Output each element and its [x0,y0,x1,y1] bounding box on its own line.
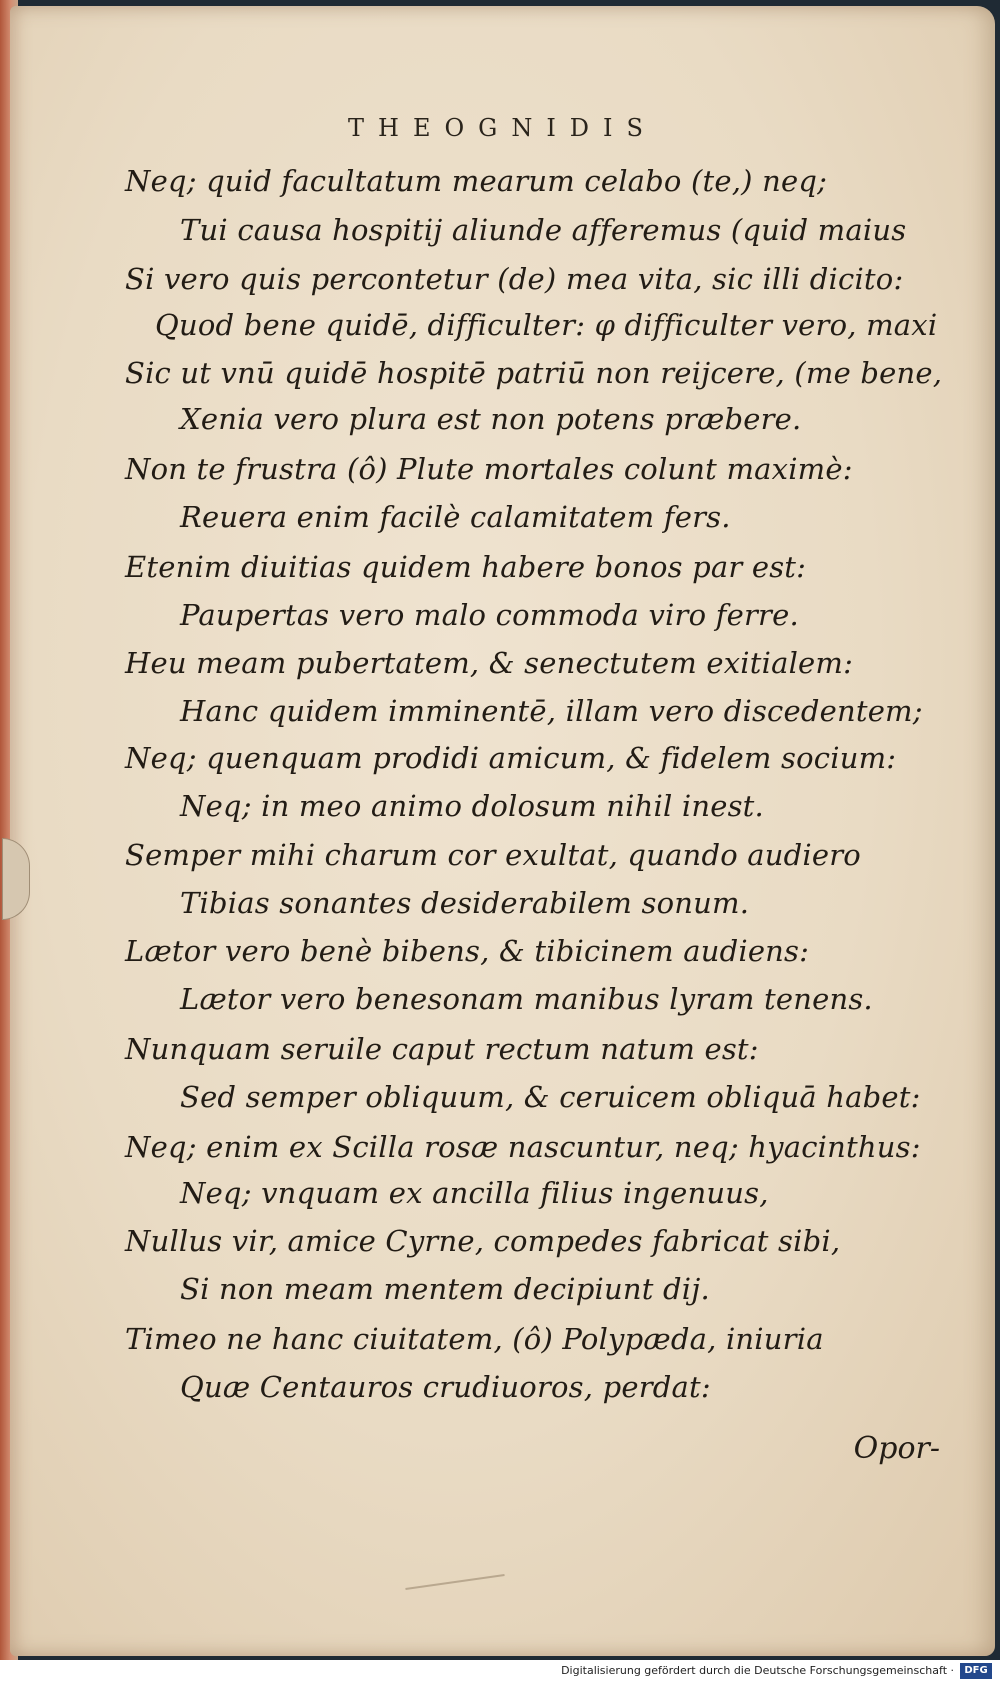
verse-line: Neq; in meo animo dolosum nihil inest. [180,789,764,823]
verse-line: Neq; quid facultatum mearum celabo (te,) neq; [125,164,828,198]
catchword: Opor- [853,1431,940,1466]
verse-line: Paupertas vero malo commoda viro ferre. [180,598,799,632]
dfg-logo: DFG [960,1663,992,1679]
verse-line: Si vero quis percontetur (de) mea vita, sic illi dicito: [125,262,904,296]
verse-lines [10,6,995,1656]
verse-line: Non te frustra (ô) Plute mortales colunt maximè: [125,452,853,486]
verse-line: Neq; quenquam prodidi amicum, & fidelem socium: [125,741,897,775]
verse-line: Neq; vnquam ex ancilla filius ingenuus, [180,1176,769,1210]
verse-line: Si non meam mentem decipiunt dij. [180,1272,710,1306]
verse-line: Neq; enim ex Scilla rosæ nascuntur, neq; hyacinthus: [125,1130,921,1164]
verse-line: Nunquam seruile caput rectum natum est: [125,1032,759,1066]
book-page [10,6,995,1656]
verse-line: Lætor vero benè bibens, & tibicinem audiens: [125,934,810,968]
verse-line: Etenim diuitias quidem habere bonos par est: [125,550,807,584]
verse-line: Quæ Centauros crudiuoros, perdat: [180,1370,711,1404]
running-head: THEOGNIDIS [348,114,657,142]
verse-line: Lætor vero benesonam manibus lyram tenens. [180,982,873,1016]
verse-line: Tibias sonantes desiderabilem sonum. [180,886,750,920]
verse-line: Quod bene quidē, difficulter: φ difficulter vero, maxi [155,308,938,342]
verse-line: Timeo ne hanc ciuitatem, (ô) Polypæda, iniuria [125,1322,824,1356]
verse-line: Reuera enim facilè calamitatem fers. [180,500,731,534]
verse-line: Xenia vero plura est non potens præbere. [180,402,802,436]
verse-line: Nullus vir, amice Cyrne, compedes fabricat sibi, [125,1224,841,1258]
verse-line: Tui causa hospitij aliunde afferemus (quid maius [180,213,907,247]
verse-line: Sed semper obliquum, & ceruicem obliquā habet: [180,1080,921,1114]
verse-line: Heu meam pubertatem, & senectutem exitialem: [125,646,854,680]
verse-line: Sic ut vnū quidē hospitē patriū non reijcere, (me bene, [125,356,943,390]
footer-credit: Digitalisierung gefördert durch die Deutsche Forschungsgemeinschaft · [561,1664,954,1677]
verse-line: Hanc quidem imminentē, illam vero discedentem; [180,694,923,728]
verse-line: Semper mihi charum cor exultat, quando audiero [125,838,861,872]
